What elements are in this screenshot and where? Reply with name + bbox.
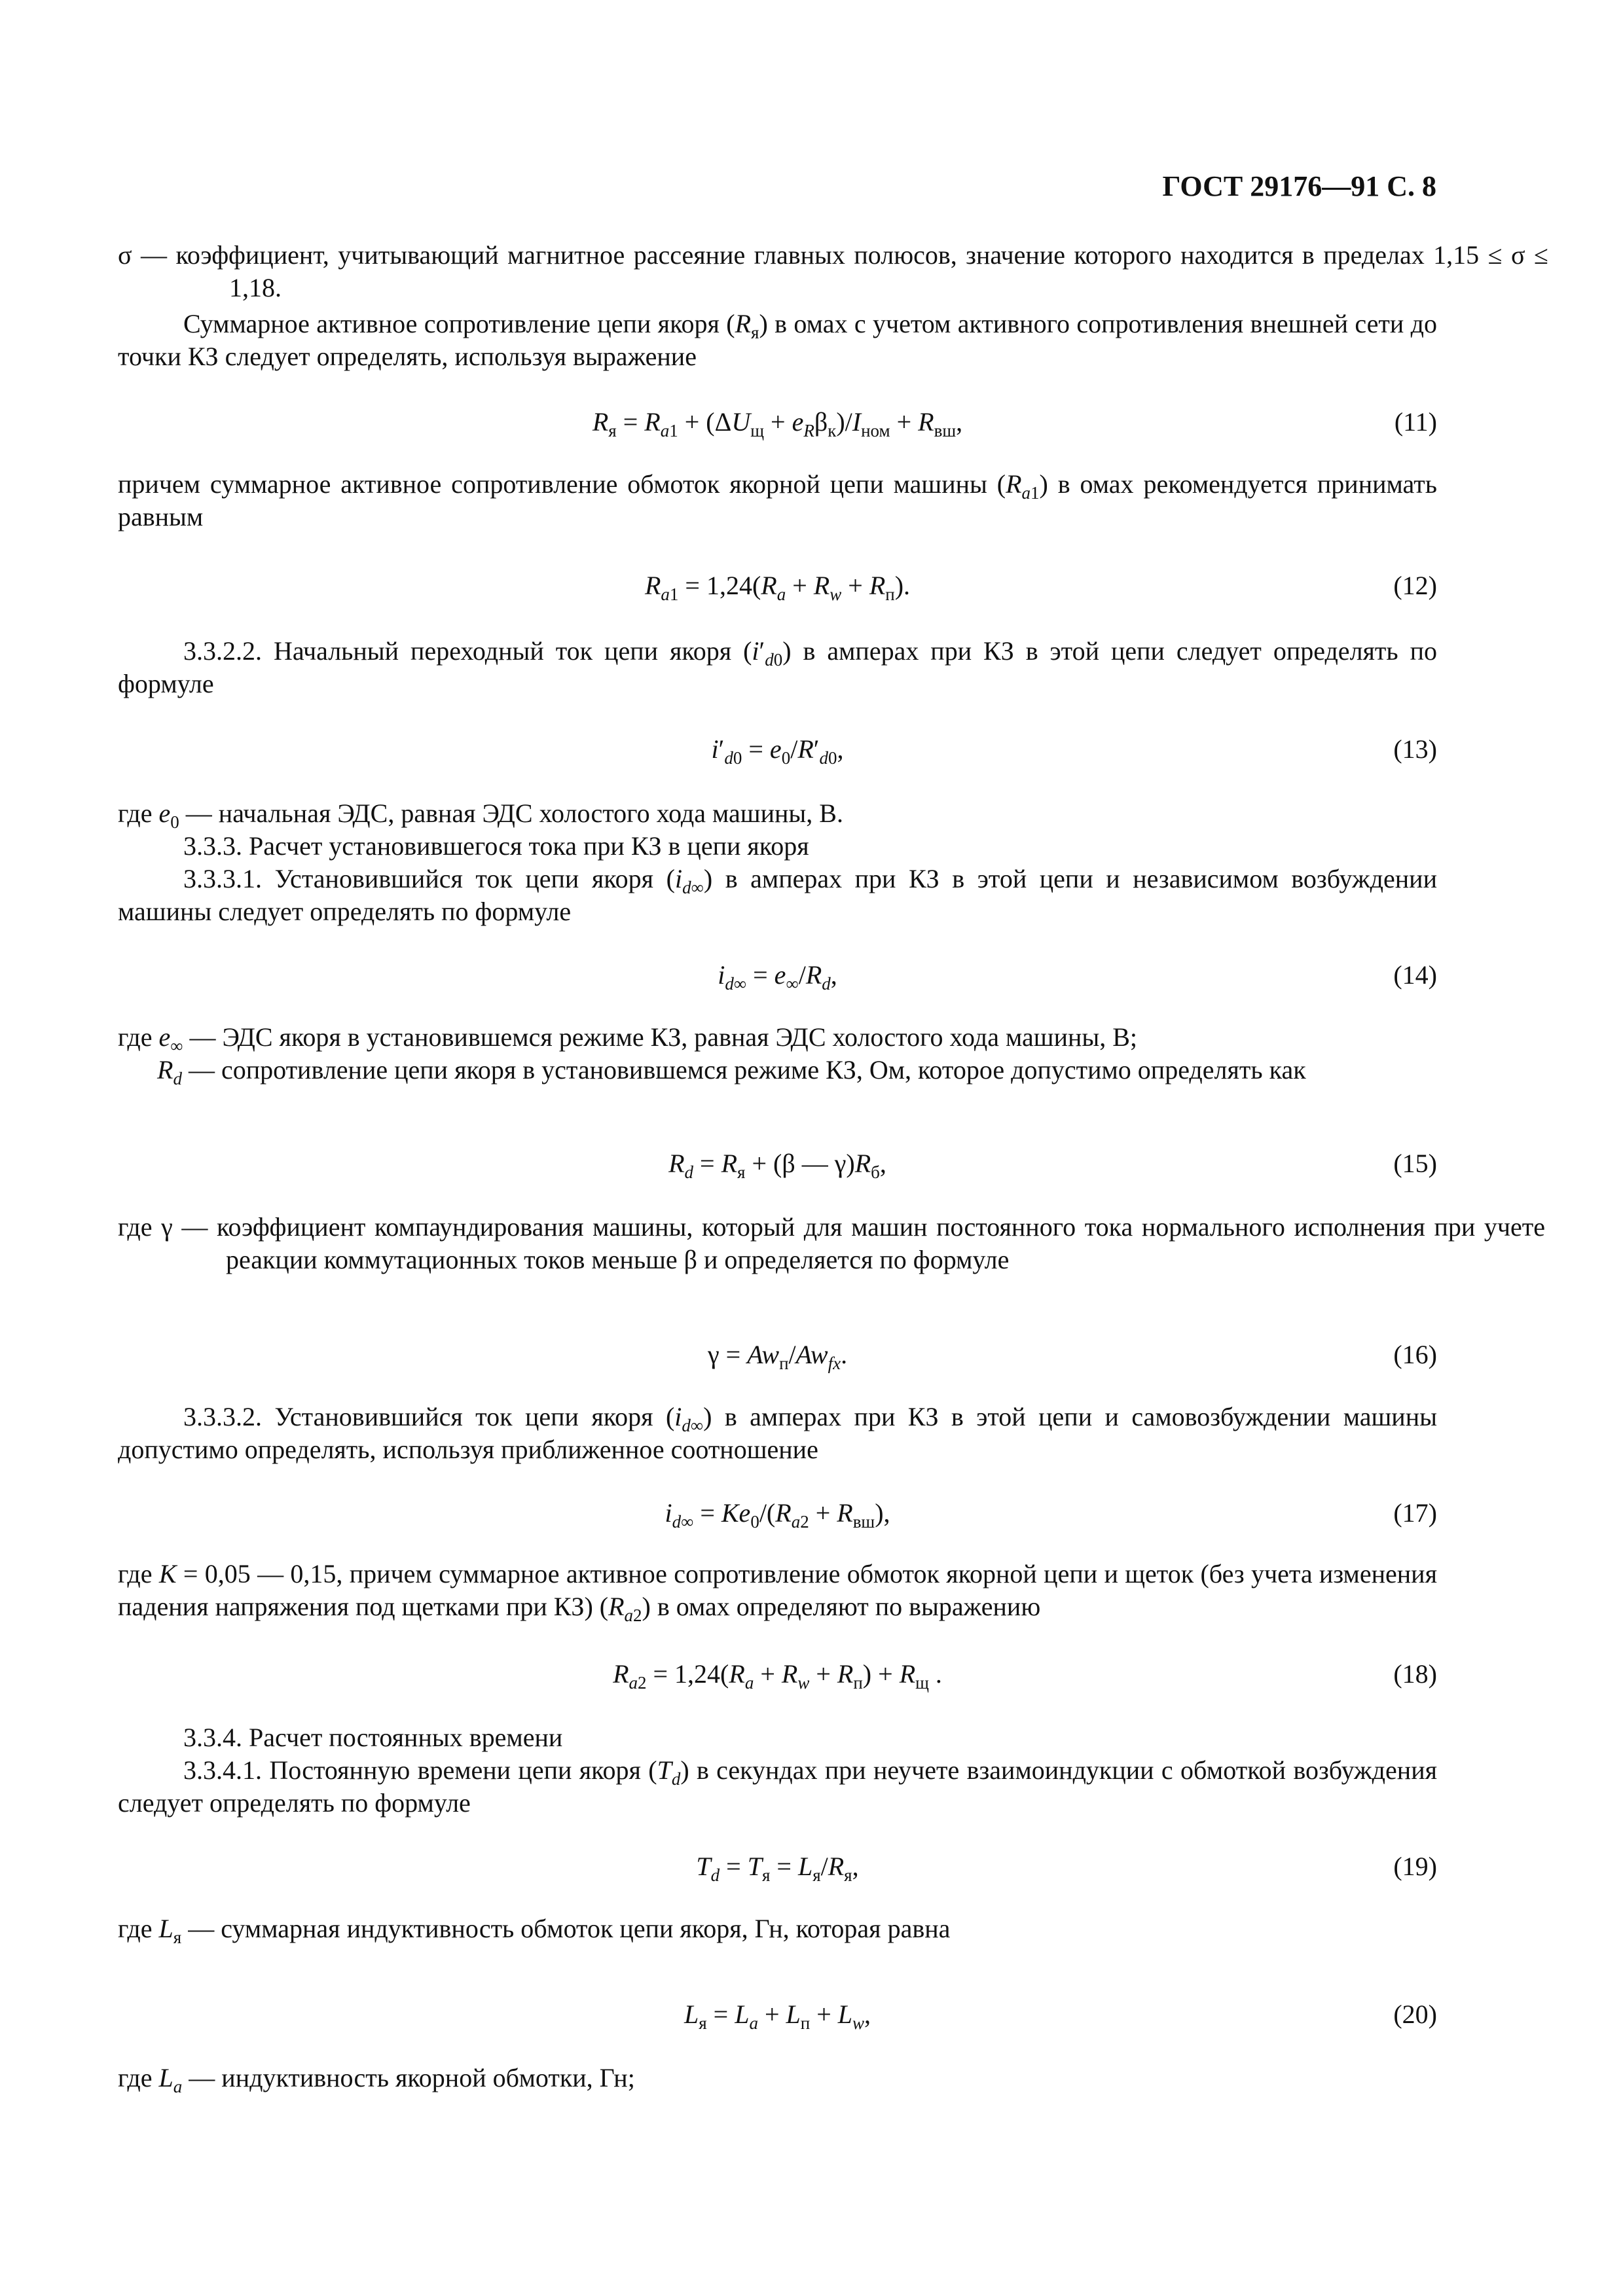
formula-17-number: (17) <box>1393 1498 1437 1528</box>
formula-13-expr: $i'_{d0} = e_0/R'_{d0}$, <box>711 734 844 768</box>
paragraph-3-3-4: 3.3.4. Расчет постоянных времени <box>183 1723 563 1752</box>
formula-19-number: (19) <box>1393 1852 1437 1881</box>
formula-19-expr: $T_d = T_я = L_я/R_я$, <box>696 1852 859 1885</box>
paragraph-l-ya: где $L_я$ — суммарная индуктивность обмоток цепи якоря, Гн, которая равна <box>118 1914 951 1947</box>
formula-18 <box>118 1655 1437 1694</box>
formula-15 <box>118 1144 1437 1183</box>
formula-12-number: (12) <box>1393 571 1437 600</box>
formula-12 <box>118 566 1437 605</box>
formula-18-number: (18) <box>1393 1659 1437 1689</box>
paragraph-e-inf: где $e_\infty$ — ЭДС якоря в установившемся режиме КЗ, равная ЭДС холостого хода машины, В; <box>118 1022 1138 1056</box>
formula-16-expr: $\gamma = Aw_п/Aw_{fx}$. <box>707 1340 848 1373</box>
paragraph-ra1: причем суммарное активное сопротивление обмоток якорной цепи машины $(R_{a1})$ в омах рекомендуется принимать равным <box>118 469 1437 531</box>
formula-15-expr: $R_d = R_я + (\beta$ — $\gamma)R_б$, <box>668 1149 886 1182</box>
page-header: ГОСТ 29176—91 С. 8 <box>1162 170 1436 202</box>
paragraph-3-3-3-1: 3.3.3.1. Установившийся ток цепи якоря $(i_{d\infty})$ в амперах при КЗ в этой цепи и независимом возбуждении машины следует определять по формуле <box>118 864 1437 926</box>
formula-18-expr: $R_{a2} = 1,24(R_a + R_w + R_п) + R_щ$ . <box>613 1659 942 1693</box>
paragraph-3-3-3: 3.3.3. Расчет установившегося тока при КЗ в цепи якоря <box>183 831 809 861</box>
sigma-definition: σ — коэффициент, учитывающий магнитное рассеяние главных полюсов, значение которого находится в пределах 1,15 ≤ σ ≤ 1,18. <box>118 240 1548 302</box>
formula-12-expr: $R_{a1} = 1,24(R_a + R_w + R_п)$. <box>644 571 911 604</box>
paragraph-gamma: где γ — коэффициент компаундирования машины, который для машин постоянного тока нормального исполнения при учете реакции коммутационных токов меньше β и определяется по формуле <box>118 1212 1545 1274</box>
paragraph-k: где K = 0,05 — 0,15, причем суммарное активное сопротивление обмоток якорной цепи и щеток (без учета изменения падения напряжения под щетками при КЗ) $(R_{a2})$ в омах определяют по выражению <box>118 1559 1437 1625</box>
paragraph-armature-resistance: Суммарное активное сопротивление цепи якоря $(R_я)$ в омах с учетом активного сопротивления внешней сети до точки КЗ следует определять, используя выражение <box>118 309 1437 371</box>
formula-17-expr: $i_{d\infty} = Ke_0/(R_{a2} + R_{вш})$, <box>665 1498 890 1532</box>
paragraph-3-3-2-2: 3.3.2.2. Начальный переходный ток цепи якоря $(i'_{d0})$ в амперах при КЗ в этой цепи следует определять по формуле <box>118 636 1437 698</box>
formula-20 <box>118 1995 1437 2034</box>
paragraph-3-3-3-2: 3.3.3.2. Установившийся ток цепи якоря $(i_{d\infty})$ в амперах при КЗ в этой цепи и самовозбуждении машины допустимо определять, используя приближенное соотношение <box>118 1402 1437 1464</box>
formula-14-number: (14) <box>1393 960 1437 990</box>
formula-13 <box>118 730 1437 769</box>
formula-15-number: (15) <box>1393 1149 1437 1178</box>
formula-20-expr: $L_я = L_a + L_п + L_w$, <box>684 2000 871 2033</box>
paragraph-la: где $L_a$ — индуктивность якорной обмотки, Гн; <box>118 2063 635 2096</box>
formula-17 <box>118 1494 1437 1533</box>
formula-14 <box>118 956 1437 995</box>
formula-11-expr: $R_я = R_{a1} + (\Delta U_щ + e_R\beta_к)/I_{ном} + R_{вш}$, <box>592 407 963 440</box>
formula-16 <box>118 1335 1437 1374</box>
paragraph-e0: где $e_0$ — начальная ЭДС, равная ЭДС холостого хода машины, В. <box>118 798 843 832</box>
formula-20-number: (20) <box>1393 2000 1437 2029</box>
formula-16-number: (16) <box>1393 1340 1437 1369</box>
formula-13-number: (13) <box>1393 734 1437 764</box>
paragraph-3-3-4-1: 3.3.4.1. Постоянную времени цепи якоря $(T_d)$ в секундах при неучете взаимоиндукции с обмоткой возбуждения следует определять по формуле <box>118 1755 1437 1818</box>
paragraph-rd: $R_d$ — сопротивление цепи якоря в установившемся режиме КЗ, Ом, которое допустимо определять как <box>157 1055 1306 1088</box>
formula-11 <box>118 403 1437 442</box>
formula-14-expr: $i_{d\infty} = e_\infty/R_d$, <box>718 960 837 994</box>
formula-11-number: (11) <box>1394 407 1437 437</box>
formula-19 <box>118 1847 1437 1886</box>
